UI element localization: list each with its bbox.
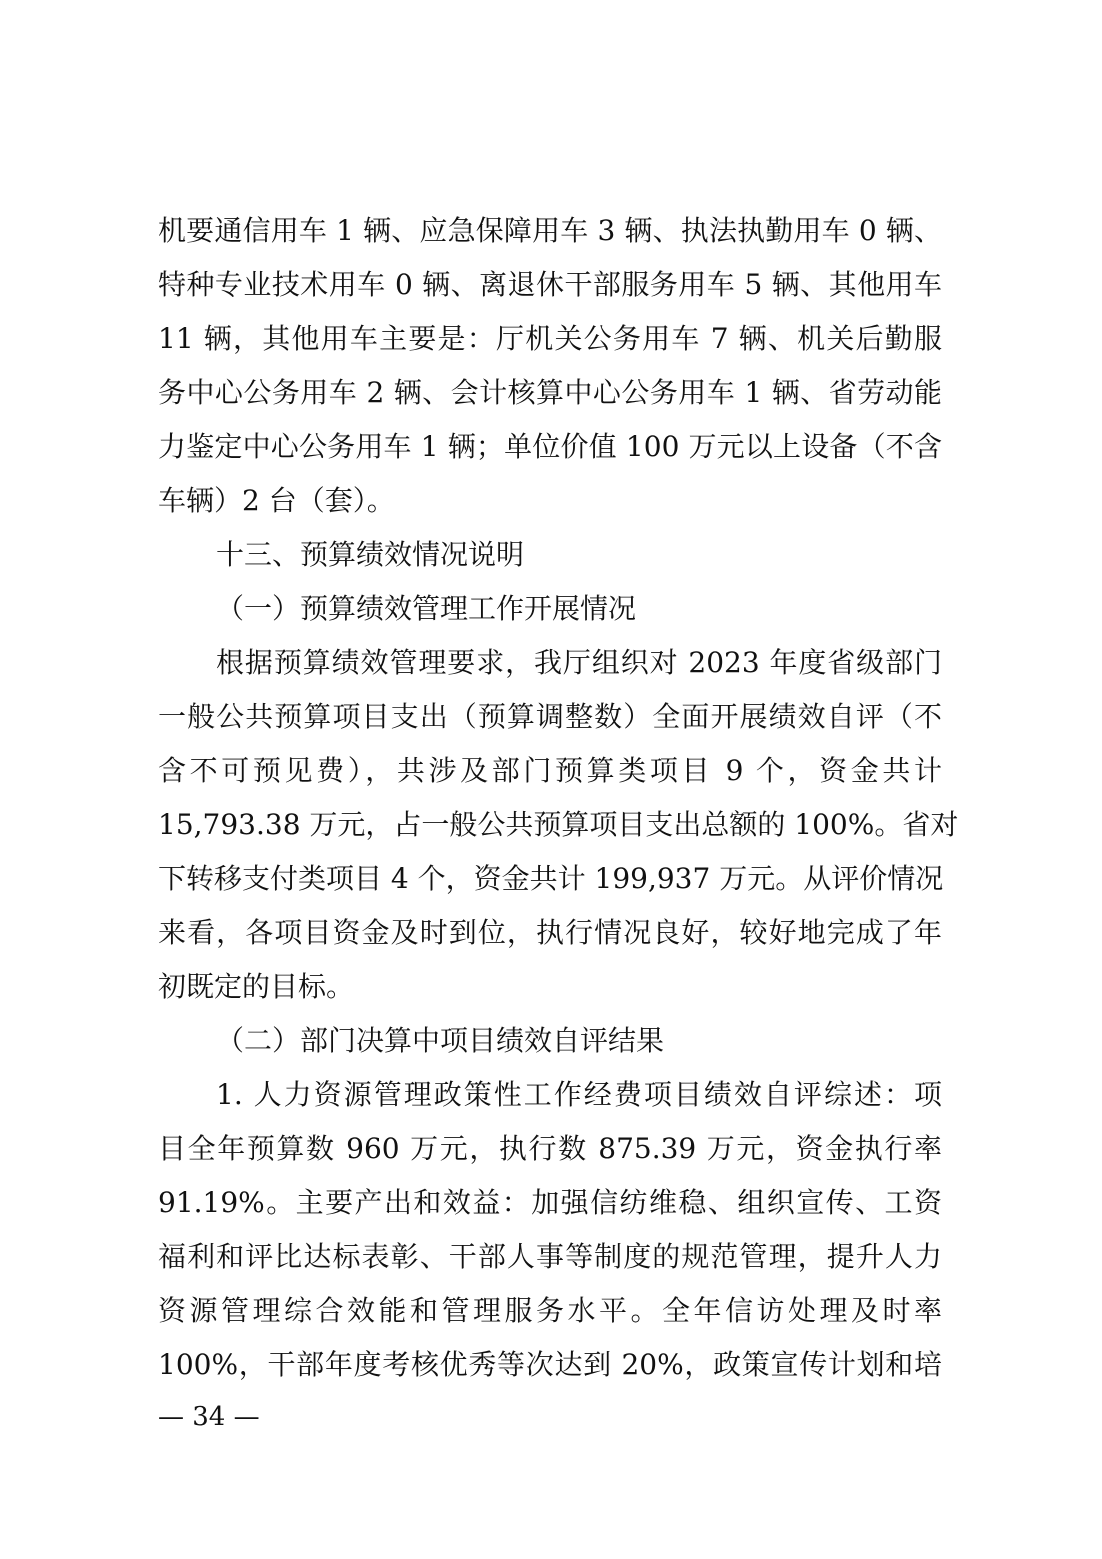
subsection-heading-1: （一）预算绩效管理工作开展情况: [216, 592, 637, 625]
paragraph-line: 100%，干部年度考核优秀等次达到 20%，政策宣传计划和培: [158, 1348, 942, 1381]
paragraph-line: 11 辆，其他用车主要是：厅机关公务用车 7 辆、机关后勤服: [158, 322, 942, 355]
paragraph-line: 福利和评比达标表彰、干部人事等制度的规范管理，提升人力: [158, 1240, 942, 1273]
paragraph-line: 机要通信用车 1 辆、应急保障用车 3 辆、执法执勤用车 0 辆、: [158, 214, 942, 247]
paragraph-line: 91.19%。主要产出和效益：加强信纺维稳、组织宣传、工资: [158, 1186, 942, 1219]
paragraph-line: 车辆）2 台（套）。: [158, 484, 395, 517]
paragraph-line: 15,793.38 万元，占一般公共预算项目支出总额的 100%。省对: [158, 808, 959, 841]
paragraph-line: 下转移支付类项目 4 个，资金共计 199,937 万元。从评价情况: [158, 862, 944, 895]
paragraph-line: 含不可预见费），共涉及部门预算类项目 9 个，资金共计: [158, 754, 942, 787]
paragraph-line: 目全年预算数 960 万元，执行数 875.39 万元，资金执行率: [158, 1132, 942, 1165]
paragraph-line: 一般公共预算项目支出（预算调整数）全面开展绩效自评（不: [158, 700, 942, 733]
paragraph-line: 力鉴定中心公务用车 1 辆；单位价值 100 万元以上设备（不含: [158, 430, 942, 463]
paragraph-line: 务中心公务用车 2 辆、会计核算中心公务用车 1 辆、省劳动能: [158, 376, 942, 409]
subsection-heading-2: （二）部门决算中项目绩效自评结果: [216, 1024, 665, 1057]
paragraph-line: 根据预算绩效管理要求，我厅组织对 2023 年度省级部门: [216, 646, 942, 679]
paragraph-line: 特种专业技术用车 0 辆、离退休干部服务用车 5 辆、其他用车: [158, 268, 942, 301]
page-number: — 34 —: [158, 1402, 260, 1432]
section-heading: 十三、预算绩效情况说明: [216, 538, 525, 571]
paragraph-line: 初既定的目标。: [158, 970, 355, 1003]
paragraph-line: 来看，各项目资金及时到位，执行情况良好，较好地完成了年: [158, 916, 942, 949]
paragraph-line: 资源管理综合效能和管理服务水平。全年信访处理及时率: [158, 1294, 942, 1327]
paragraph-line: 1. 人力资源管理政策性工作经费项目绩效自评综述：项: [216, 1078, 942, 1111]
